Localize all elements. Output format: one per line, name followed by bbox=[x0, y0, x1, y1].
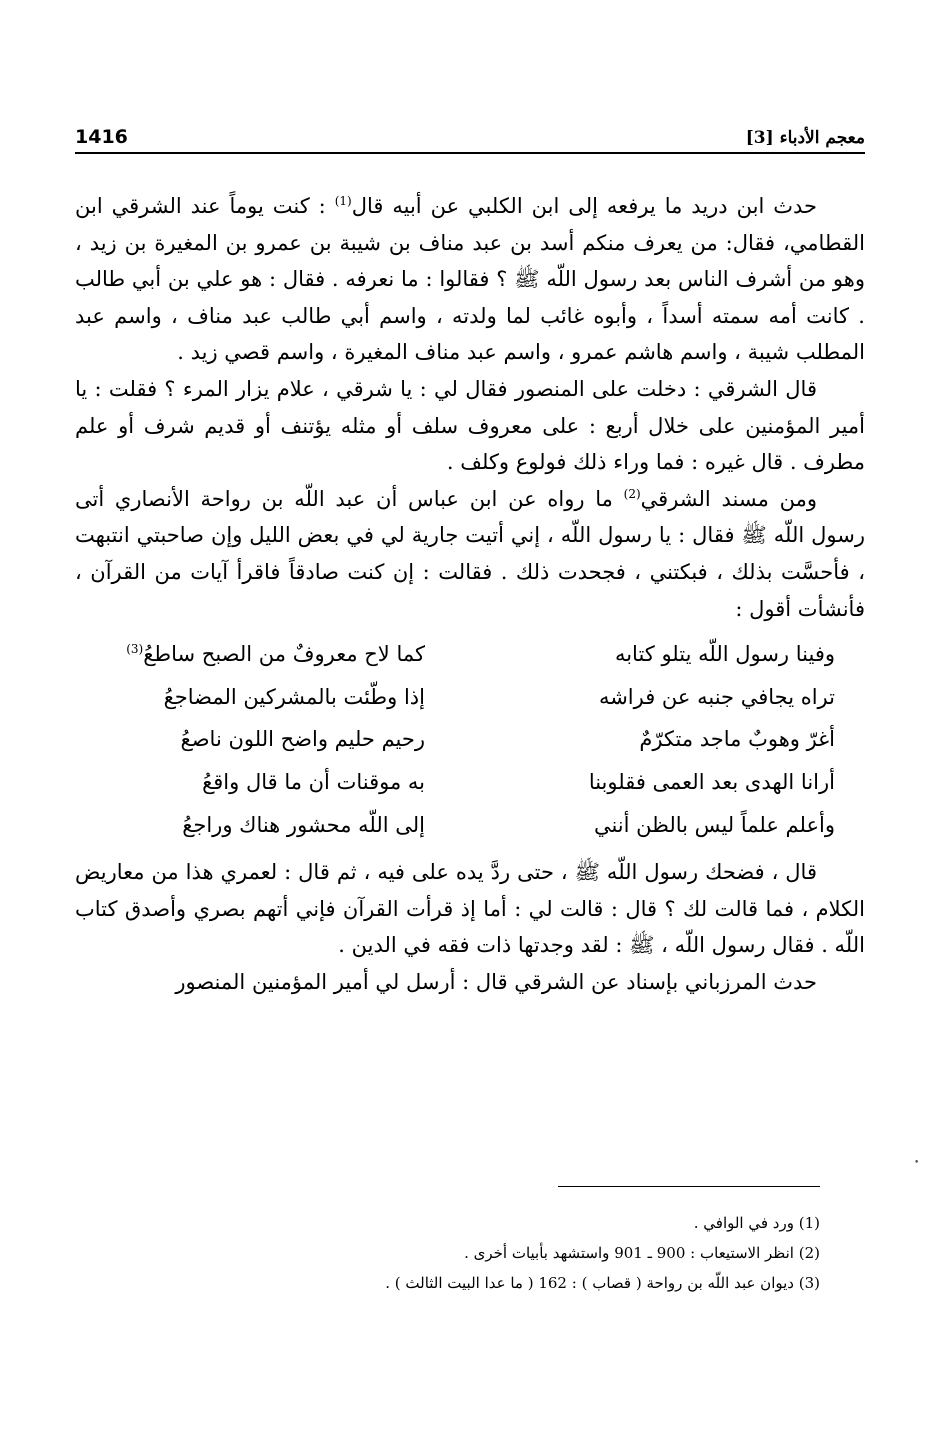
paragraph-1: حدث ابن دريد ما يرفعه إلى ابن الكلبي عن أبيه قال$^{(1)}$ : كنت يوماً عند الشرقي ابن القطامي، فقال: من يعرف منكم أسد بن عبد مناف بن شيبة بن عمرو بن المغيرة بن زيد ، وهو من أشرف الناس بعد رسول اللّه ﷺ ؟ فقالوا : ما نعرفه . فقال : هو علي بن أبي طالب . كانت أمه سمته أسداً ، وأبوه غائب لما ولدته ، واسم أبي طالب عبد مناف ، واسم عبد المطلب شيبة ، واسم هاشم عمرو ، واسم عبد مناف المغيرة ، واسم قصي زيد . bbox=[75, 194, 865, 365]
paragraph-4: قال ، فضحك رسول اللّه ﷺ ، حتى ردَّ يده على فيه ، ثم قال : لعمري هذا من معاريض الكلام ، فما قالت لك ؟ قال : قالت لي : أما إذ قرأت القرآن فإني أتهم بصري وأصدق كتاب اللّه . فقال رسول اللّه ، ﷺ : لقد وجدتها ذات فقه في الدين . bbox=[75, 860, 865, 958]
verse-first-half: تراه يجافي جنبه عن فراشه bbox=[598, 684, 835, 709]
footnote-ref-1: (1) bbox=[334, 194, 352, 208]
verse-first-half: وفينا رسول اللّه يتلو كتابه bbox=[614, 642, 835, 667]
footnote-ref-3: (3) bbox=[126, 642, 144, 657]
footnote-rule bbox=[558, 1186, 820, 1187]
running-title: معجم الأدباء [3] bbox=[745, 128, 865, 148]
verse-second-half: إذا وطّئت بالمشركين المضاجعُ bbox=[163, 684, 425, 709]
verse-second-half: به موقنات أن ما قال واقعُ bbox=[202, 769, 425, 794]
verse-first-half: وأعلم علماً ليس بالظن أنني bbox=[593, 812, 835, 837]
paragraph-2: قال الشرقي : دخلت على المنصور فقال لي : يا شرقي ، علام يزار المرء ؟ فقلت : يا أمير المؤمنين على خلال أربع : على معروف سلف أو مثله يؤتنف أو قديم شرف أو علم مطرف . قال غيره : فما وراء ذلك فولوع وكلف . bbox=[75, 376, 865, 475]
poem-verse bbox=[75, 804, 865, 847]
page-number: 1416 bbox=[75, 126, 128, 148]
footnote-3: (3) ديوان عبد اللّه بن رواحة ( قصاب ) : 162 ( ما عدا البيت الثالث ) . bbox=[385, 1274, 820, 1292]
margin-mark: • bbox=[914, 1158, 920, 1168]
poem-verse bbox=[75, 633, 865, 676]
footnote-1: (1) ورد في الوافي . bbox=[693, 1214, 820, 1232]
verse-second-half: كما لاح معروفٌ من الصبح ساطعُ$^{(3)}$ bbox=[126, 642, 425, 667]
poem-verse bbox=[75, 718, 865, 761]
main-text bbox=[75, 188, 865, 1000]
verse-first-half: أغرّ وهوبٌ ماجد متكرّمٌ bbox=[639, 727, 835, 752]
paragraph-5: حدث المرزباني بإسناد عن الشرقي قال : أرسل لي أمير المؤمنين المنصور bbox=[175, 969, 817, 994]
paragraph-3: ومن مسند الشرقي$^{(2)}$ ما رواه عن ابن عباس أن عبد اللّه بن رواحة الأنصاري أتى رسول اللّه ﷺ فقال : يا رسول اللّه ، إني أتيت جارية لي في بعض الليل وإن صاحبتي انتبهت ، فأحسَّت بذلك ، فبكتني ، فجحدت ذلك . فقالت : إن كنت صادقاً فاقرأ آيات من القرآن ، فأنشأت أقول : bbox=[75, 486, 865, 621]
footnotes bbox=[120, 1208, 820, 1298]
verse-second-half: إلى اللّه محشور هناك وراجعُ bbox=[182, 812, 425, 837]
footnote-2: (2) انظر الاستيعاب : 900 ـ 901 واستشهد بأبيات أخرى . bbox=[464, 1244, 820, 1262]
page-header bbox=[75, 118, 865, 148]
verse-first-half: أرانا الهدى بعد العمى فقلوبنا bbox=[588, 769, 835, 794]
verse-second-half: رحيم حليم واضح اللون ناصعُ bbox=[180, 727, 425, 752]
poem-verse bbox=[75, 761, 865, 804]
footnote-ref-2: (2) bbox=[623, 486, 641, 501]
poem-verse bbox=[75, 676, 865, 719]
poem bbox=[75, 633, 865, 846]
header-rule bbox=[75, 152, 865, 154]
